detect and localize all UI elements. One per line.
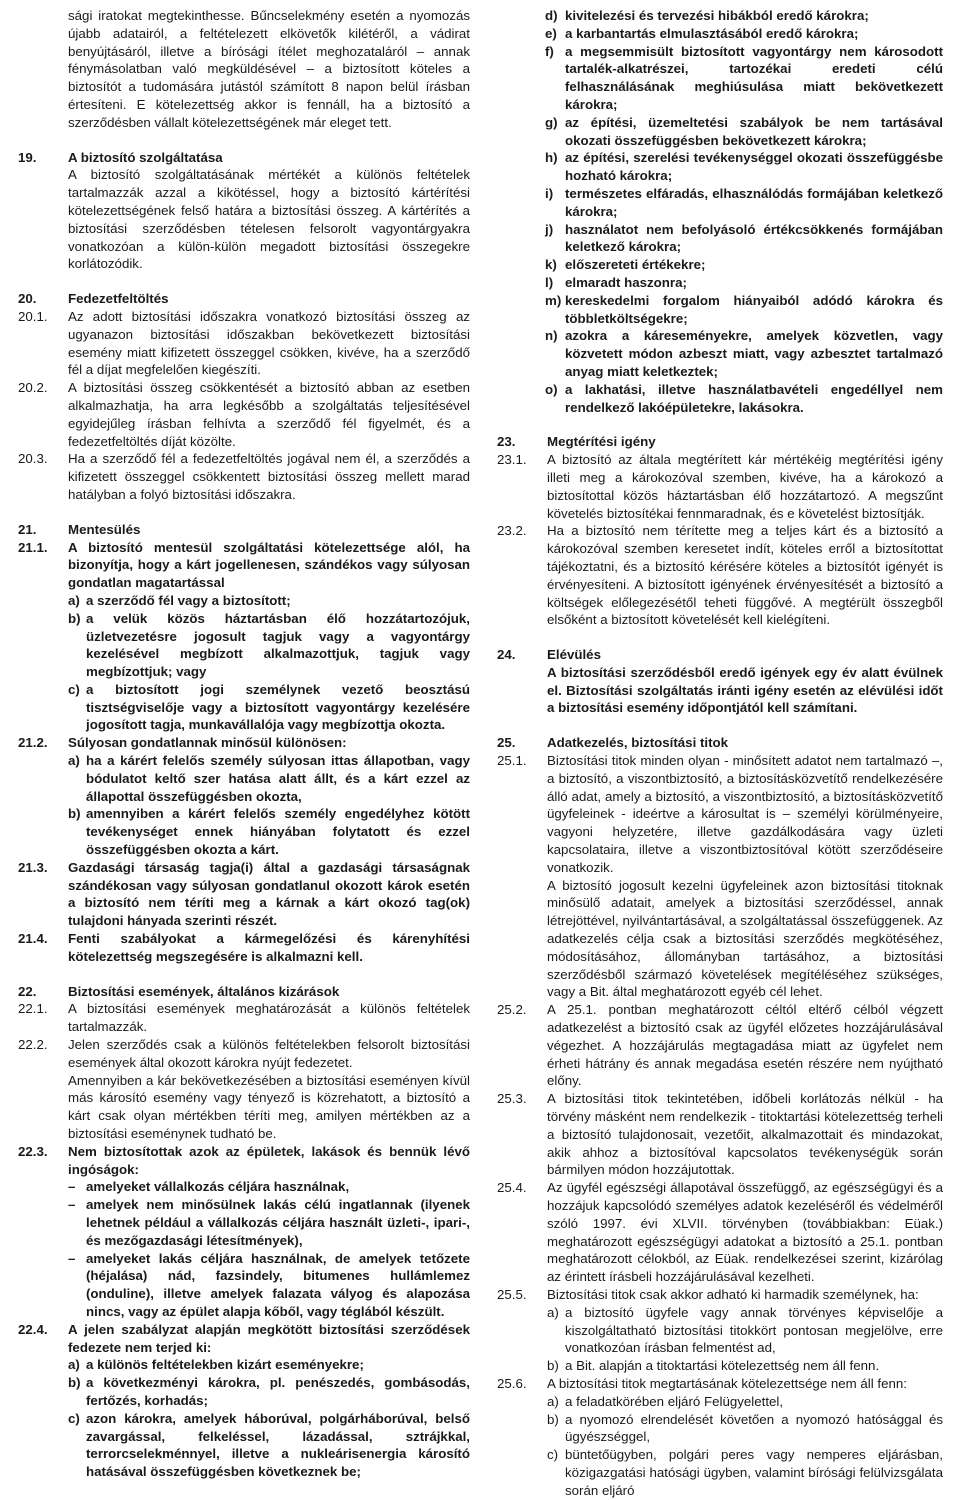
list-item-h [545,149,943,185]
list-item-o [545,381,943,417]
clause-number: 25.2. [497,1002,527,1018]
sub-text: azon károkra, amelyek háborúval, polgárháborúval, belső zavargással, felkeléssel, lázadással, sztrájkkal, terrorcselekménnyel, illetve a nukleárisenergia károsító hatásával összefüggésben következnek be; [86,1410,470,1480]
clause-22-4 [18,1321,470,1481]
section-number: 24. [497,647,516,663]
dash-item [68,1196,470,1249]
clause-text: A biztosítási összeg csökkentését a biztosító abban az esetben alkalmazhatja, ha arra legkésőbb a szolgáltatás teljesítésével egyidejűleg írásban felhívta a szerződő fél figyelmét, és a fedezetfeltöltés díját közölte. [68,380,470,449]
list-item-i [545,185,943,221]
clause-number: 21.4. [18,931,48,947]
clause-number: 20.3. [18,451,48,467]
section-title: Megtérítési igény [547,434,656,450]
clause-25-4 [497,1179,943,1286]
section-number: 25. [497,735,516,751]
section-25-heading [497,734,943,752]
list-letter: h) [545,150,558,166]
clause-text: Ha a biztosító nem térítette meg a teljes kárt és a biztosító a károkozóval szemben keresetet indít, köteles erről a biztosítottat tájékoztatni, és a biztosító kérésére köteles a biztosítót igényét is érvényesíteni. A biztosított igényének érvényesítését a biztosító a költségek előlegezésétől teheti függővé. A megtérült összegből elsőként a biztosított követelését kell kielégíteni. [547,523,943,628]
dash-mark: – [68,1250,76,1266]
list-text: előszereteti értékekre; [565,257,706,273]
clause-number: 22.4. [18,1321,48,1337]
clause-text: Nem biztosítottak azok az épületek, lakások és bennük lévő ingóságok: [68,1143,470,1177]
sub-item-a [547,1393,943,1411]
list-text: azokra a káreseményekre, amelyek közvetlen, vagy közvetett módon azbeszt miatt, vagy azbesztet tartalmazó anyag miatt keletkeztek; [565,328,943,379]
clause-number: 23.2. [497,523,527,539]
list-item-l [545,274,943,292]
list-letter: n) [545,328,558,344]
sub-letter: b) [547,1411,559,1427]
section-title: Elévülés [547,647,601,663]
sub-item-b [547,1357,943,1375]
list-item-n [545,327,943,380]
sub-text: büntetőügyben, polgári peres vagy nemperes eljárásban, közigazgatási hatósági ügyben, valamint bírósági felülvizsgálata során eljáró [565,1447,943,1498]
clause-number: 21.2. [18,735,48,751]
sub-item-c [68,1410,470,1481]
clause-number: 20.2. [18,380,48,396]
clause-text: Jelen szerződés csak a különös feltételekben felsorolt biztosítási események által okozott károkra nyújt fedezetet. [68,1037,470,1070]
section-number: 20. [18,291,37,307]
list-letter: k) [545,257,557,273]
clause-22-1 [18,1000,470,1036]
clause-number: 22.3. [18,1143,48,1159]
sub-text: a Bit. alapján a titoktartási kötelezettség nem áll fenn. [565,1358,880,1374]
clause-text: A biztosító mentesül szolgáltatási kötelezettsége alól, ha bizonyítja, hogy a kárt jogellenesen, szándékos vagy súlyosan gondatlan magatartással [68,539,470,591]
list-letter: e) [545,25,557,41]
clause-text: Súlyosan gondatlannak minősül különösen: [68,735,347,751]
clause-text: Biztosítási titok csak akkor adható ki harmadik személynek, ha: [547,1286,919,1302]
list-item-f [545,43,943,114]
sub-letter: c) [547,1447,559,1463]
dash-mark: – [68,1179,76,1195]
clause-25-6 [497,1375,943,1500]
exclusion-list [497,7,943,416]
list-letter: m) [545,292,562,308]
list-item-d [545,7,943,25]
sub-letter: c) [68,1410,80,1426]
sub-item-b [68,1374,470,1410]
dash-text: amelyek nem minősülnek lakás célú ingatlannak (ilyenek lehetnek például a vállalkozás céljára használt üzleti-, ipari-, és mezőgazdasági létesítmények), [86,1197,470,1248]
list-letter: g) [545,114,558,130]
dash-item [68,1178,470,1196]
section-number: 22. [18,983,37,999]
list-item-g [545,114,943,150]
clause-number: 25.6. [497,1375,527,1391]
sub-item-a [68,752,470,805]
list-text: természetes elfáradás, elhasználódás formájában keletkező károkra; [565,185,943,219]
clause-23-2 [497,522,943,629]
dash-mark: – [68,1197,76,1213]
clause-number: 25.4. [497,1180,527,1196]
section-text: A biztosítási szerződésből eredő igények egy év alatt évülnek el. Biztosítási szolgáltatás iránti igény esetén az elévülési időt a biztosítási esemény időpontjától kell számítani. [547,664,943,716]
clause-22-3 [18,1143,470,1321]
sub-text: amennyiben a kárért felelős személy engedélyhez kötött tevékenységet ennek hiányában folytatott és ezzel összefüggésben okozta a kárt. [86,806,470,858]
list-letter: l) [545,274,554,290]
sub-item-c [547,1446,943,1499]
list-text: a lakhatási, illetve használatbavételi engedéllyel nem rendelkező lakóépületekre, lakásokra. [565,381,943,415]
section-19 [18,149,470,274]
section-number: 23. [497,434,516,450]
sub-item-b [547,1411,943,1447]
sub-text: a következményi károkra, pl. penészedés, gombásodás, fertőzés, korhadás; [86,1375,470,1408]
section-number: 19. [18,149,37,165]
list-letter: i) [545,185,554,201]
section-title: Biztosítási események, általános kizárások [68,983,340,999]
list-item-m [545,292,943,328]
list-letter: f) [545,43,554,59]
clause-text: Biztosítási titok minden olyan - minősített adatot nem tartalmazó –, a biztosító, a viszontbiztosító, a biztosításközvetítő rendelkezésére álló adat, amely a biztosító, a viszontbiztosító, a biztosításközvetítő ügyfeleinek - ideértve a károsultat is – személyi körülményeire, vagyoni helyzetére, illetve gazdálkodására vagy üzleti kapcsolataira, illetve a viszontbiztosítóval kötött szerződéseire vonatkozik. [547,753,943,875]
clause-21-4 [18,930,470,966]
sub-text: ha a kárért felelős személy súlyosan ittas állapotban, vagy bódulatot keltő szer hatása alatt állt, és a kárt ezzel az állapottal összefüggésben okozta, [86,753,470,804]
list-text: a karbantartás elmulasztásából eredő károkra; [565,25,859,41]
list-item-k [545,256,943,274]
sub-letter: b) [68,806,81,822]
list-text: a megsemmisült biztosított vagyontárgy nem károsodott tartalék-alkatrészei, tartozékai eredeti célú felhasználásának meghiúsulása miatt bekövetkezett károkra; [565,43,943,112]
sub-letter: b) [547,1358,559,1374]
sub-letter: a) [547,1393,559,1409]
clause-20-1 [18,308,470,379]
clause-text: A biztosító az általa megtérített kár mértékéig megtérítési igény illeti meg a károkozóval szemben, kivéve, ha a károkozó a biztosítottal közös háztartásban élő hozzátartozó. A megszűnt követelés biztosítékai fennmaradnak, és e követelést biztosítják. [547,452,943,521]
list-letter: d) [545,8,558,23]
list-letter: j) [545,221,554,237]
sub-text: a biztosító ügyfele vagy annak törvényes képviselője a kiszolgáltatható biztosítási titokkört pontosan megjelölve, erre vonatkozóan írásban felmentést ad, [565,1304,943,1356]
list-text: az építési, üzemeltetési szabályok be nem tartásával okozati összefüggésben bekövetkezett károkra; [565,114,943,148]
left-column [18,7,470,1481]
sub-item-a [547,1304,943,1357]
clause-22-2 [18,1036,470,1143]
intro-paragraph: sági iratokat megtekinthesse. Bűncselekmény esetén a nyomozás újabb adatairól, a feltételezett elkövetők kilétéről, a vádirat benyújtásáról, illetve a bírósági ítélet meghozataláról – annak fénymásolatban való megküldésével – a biztosított köteles a biztosítót a tudomására jutástól számított 8 napon belül írásban értesíteni. E kötelezettség akkor is fennáll, ha a biztosító a szerződésben vállalt kötelezettségének már eleget tett. [68,8,470,130]
clause-25-3 [497,1090,943,1179]
sub-text: a különös feltételekben kizárt eseményekre; [86,1357,364,1373]
section-24 [497,646,943,717]
clause-text: Fenti szabályokat a kármegelőzési és kárenyhítési kötelezettség megszegésére is alkalmazni kell. [68,931,470,964]
list-item-j [545,221,943,257]
list-text: kereskedelmi forgalom hiányaiból adódó károkra és többletköltségekre; [565,292,943,326]
sub-item-b [68,805,470,858]
sub-text: a nyomozó elrendelését követően a nyomozó hatósággal és ügyészséggel, [565,1411,943,1445]
clause-text: A 25.1. pontban meghatározott céltól eltérő célból végzett adatkezelést a biztosító csak az ügyfél előzetes hozzájárulásával végezhet. A hozzájárulás megtagadása miatt az ügyfelet nem érheti hátrány és annak megadása esetén részére nem nyújtható előny. [547,1002,943,1089]
list-letter: o) [545,381,558,397]
clause-number: 25.5. [497,1286,527,1302]
clause-text-continued: Amennyiben a kár bekövetkezésében a biztosítási eseményen kívül más károsító esemény vagy tényező is közrehatott, a biztosító a kárt csak olyan mértékben téríti meg, amilyen mértékben az a biztosítási eseménynek tudható be. [68,1072,470,1142]
clause-text-continued: A biztosító jogosult kezelni ügyfeleinek azon biztosítási titoknak minősülő adatait, amelyek a biztosítási szerződéssel, annak létrejöttével, nyilvántartásával, a szolgáltatással összefüggenek. Az adatkezelés célja csak a biztosítási szerződés megkötéséhez, módosításához, állományban tartásához, a biztosítási szerződésből származó követelések megítéléséhez szükséges, vagy a Bit. által meghatározott egyéb cél lehet. [547,877,943,1000]
clause-number: 23.1. [497,452,527,468]
section-number: 21. [18,521,37,537]
sub-letter: a) [547,1304,559,1320]
clause-text: A biztosítási titok megtartásának kötelezettsége nem áll fenn: [547,1375,907,1391]
clause-text: Az ügyfél egészségi állapotával összefüggő, az egészségügyi és a hozzájuk kapcsolódó személyes adatok kezeléséről és védelméről szóló 1997. évi XLVII. törvényben (továbbiakban: Eüak.) meghatározott egészségügyi adatokat a biztosító a 25.1. pontban meghatározott célokból, az Eüak. rendelkezései szerint, kizárólag az érintett írásbeli hozzájárulásával kezelheti. [547,1180,943,1285]
section-23-heading [497,433,943,451]
dash-text: amelyeket lakás céljára használnak, de amelyek tetőzete (héjalása) nád, fazsindely, bitumenes hullámlemez (onduline), illetve amelyek falazata vályog és alapozása nincs, vagy az épület alapja kőből, vagy téglából készült. [86,1250,470,1319]
section-title: A biztosító szolgáltatása [68,149,223,165]
clause-text: Az adott biztosítási időszakra vonatkozó biztosítási összeg az ugyanazon biztosítási időszakban bekövetkezett biztosítási esemény miatt kifizetett összeggel csökken, kivéve, ha a szerződő fél a díjat megfelelően kiegészíti. [68,308,470,378]
clause-25-5 [497,1286,943,1375]
clause-text: A biztosítási titok tekintetében, időbeli korlátozás nélkül - ha törvény másként nem rendelkezik - titoktartási kötelezettség terheli a biztosító tulajdonosait, vezetőit, alkalmazottait és mindazokat, akik ahhoz a biztosítóval kapcsolatos tevékenységük során bármilyen módon hozzájutottak. [547,1091,943,1178]
section-text: A biztosító szolgáltatásának mértékét a különös feltételek tartalmazzák azzal a kikötéssel, hogy a biztosító kártérítési kötelezettségének felső határa a biztosítási összeg. A kártérítés a biztosítási szerződésben tételesen felsorolt vagyontárgyakra vonatkozóan a külön-külön megadott biztosítási összegekre korlátozódik. [68,167,470,272]
section-title: Fedezetfeltöltés [68,291,169,307]
clause-number: 20.1. [18,308,48,324]
clause-21-3 [18,859,470,930]
clause-25-1 [497,752,943,1001]
sub-text: a szerződő fél vagy a biztosított; [86,592,291,608]
sub-text: a biztosított jogi személynek vezető beosztású tisztségviselője vagy a biztosított vagyontárgy kezelésére jogosított tagja, munkavállalója vagy megbízottja okozta. [86,681,470,733]
sub-letter: b) [68,610,81,626]
sub-letter: a) [68,1357,80,1373]
sub-text: a velük közös háztartásban élő hozzátartozójuk, üzletvezetésre jogosult tagjuk vagy a vagyontárgy kezelésével megbízott alkalmazottjuk, tagjuk vagy megbízottjuk; vagy [86,610,470,680]
sub-item-a [68,1356,470,1374]
sub-letter: b) [68,1375,81,1391]
list-text: kivitelezési és tervezési hibákból eredő károkra; [565,8,869,23]
clause-text: A biztosítási események meghatározását a különös feltételek tartalmazzák. [68,1001,470,1035]
section-21-heading [18,521,470,539]
sub-letter: a) [68,592,80,608]
section-20-heading [18,290,470,308]
clause-21-1 [18,539,470,735]
clause-number: 25.1. [497,753,527,769]
sub-letter: a) [68,753,80,769]
clause-number: 21.3. [18,859,48,875]
dash-text: amelyeket vállalkozás céljára használnak, [86,1179,350,1195]
clause-text: Gazdasági társaság tagja(i) által a gazdasági társaságnak szándékosan vagy súlyosan gondatlanul okozott károk esetén a biztosító nem téríti meg a kárnak a kárt okozó tag(ok) tulajdoni hányada szerinti részét. [68,859,470,929]
right-column [497,7,943,1500]
clause-text: A jelen szabályzat alapján megkötött biztosítási szerződések fedezete nem terjed ki: [68,1321,470,1355]
clause-20-2 [18,379,470,450]
clause-text: Ha a szerződő fél a fedezetfeltöltés jogával nem él, a szerződés a kifizetett összeggel csökkentett biztosítási összeg mellett marad hatályban a folyó biztosítási időszakra. [68,451,470,502]
list-text: az építési, szerelési tevékenységgel okozati összefüggésbe hozható károkra; [565,150,943,184]
clause-number: 22.1. [18,1001,48,1017]
section-title: Mentesülés [68,521,141,537]
list-text: használatot nem befolyásoló értékcsökkenés formájában keletkező károkra; [565,221,943,255]
list-item-e [545,25,943,43]
clause-23-1 [497,451,943,522]
sub-item-c [68,681,470,734]
clause-number: 22.2. [18,1037,48,1053]
section-22-heading [18,983,470,1001]
clause-25-2 [497,1001,943,1090]
clause-number: 25.3. [497,1091,527,1107]
dash-item [68,1250,470,1321]
list-text: elmaradt haszonra; [565,274,687,290]
sub-letter: c) [68,681,80,697]
sub-text: a feladatkörében eljáró Felügyelettel, [565,1393,784,1409]
sub-item-a [68,592,470,610]
clause-21-2 [18,734,470,859]
sub-item-b [68,610,470,681]
clause-20-3 [18,450,470,503]
clause-number: 21.1. [18,539,48,555]
section-title: Adatkezelés, biztosítási titok [547,735,729,751]
